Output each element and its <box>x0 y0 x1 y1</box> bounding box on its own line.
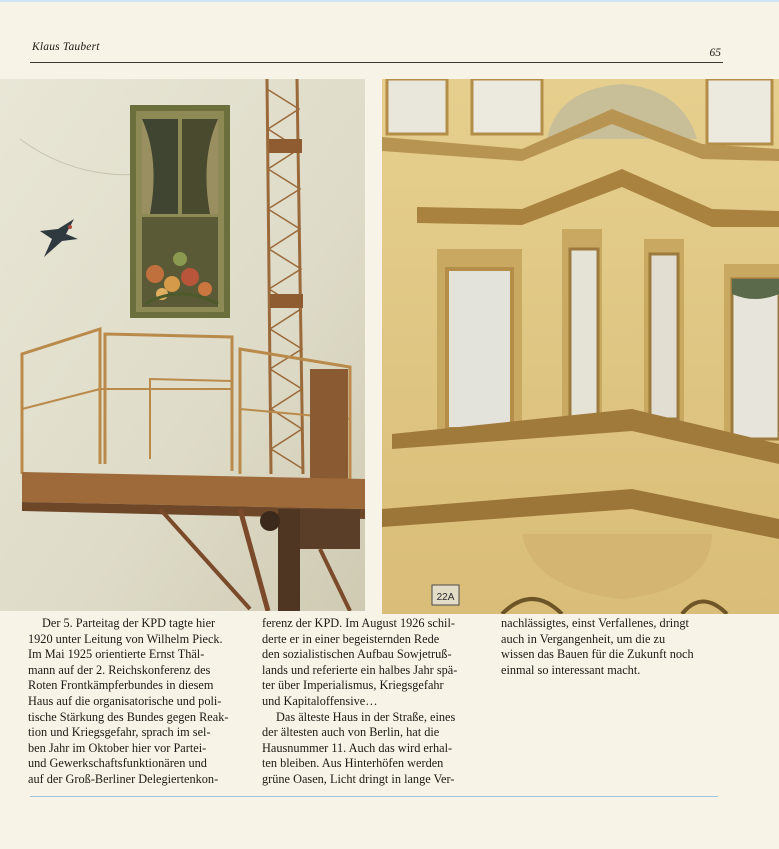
bottom-rule <box>30 796 718 797</box>
text-line: und Kapitaloffensive… <box>262 693 378 708</box>
text-line: mann auf der 2. Reichskonferenz des <box>28 662 211 677</box>
photo-bay-window-facade <box>382 79 779 614</box>
text-line: Der 5. Parteitag der KPD tagte hier <box>42 616 216 630</box>
text-line: Im Mai 1925 orientierte Ernst Thäl- <box>28 647 205 662</box>
text-line: auch in Vergangenheit, um die zu <box>501 631 666 646</box>
photo-wall-with-painted-window <box>0 79 365 611</box>
top-edge-line <box>0 0 779 2</box>
col2-paragraph-2 <box>262 710 484 788</box>
col3-lines <box>501 616 723 678</box>
text-line: auf der Groß-Berliner Delegiertenkon- <box>28 771 219 786</box>
photo-left-illustration <box>0 79 365 611</box>
text-line: derte er in einer begeisternden Rede <box>262 631 440 646</box>
col1-lines <box>28 616 250 788</box>
text-line: tion und Kriegsgefahr, sprach im sel- <box>28 725 211 740</box>
text-line: tische Stärkung des Bundes gegen Reak- <box>28 709 229 724</box>
house-number-sign <box>432 585 459 605</box>
text-line: den sozialistischen Aufbau Sowjetruß- <box>262 647 452 662</box>
text-line: ferenz der KPD. Im August 1926 schil- <box>262 616 455 630</box>
running-header-author: Klaus Taubert <box>32 41 100 53</box>
text-line: einmal so interessant macht. <box>501 662 641 677</box>
text-line: grüne Oasen, Licht dringt in lange Ver- <box>262 771 455 786</box>
text-line: ten bleiben. Aus Hinterhöfen werden <box>262 756 444 771</box>
text-line: ben Jahr im Oktober hier vor Partei- <box>28 740 207 755</box>
text-column-2 <box>262 616 484 788</box>
text-line: der ältesten auch von Berlin, hat die <box>262 725 440 740</box>
text-line: Roten Frontkämpferbundes in diesem <box>28 678 214 693</box>
text-line: 1920 unter Leitung von Wilhelm Pieck. <box>28 631 223 646</box>
col2-paragraph-1 <box>262 616 484 710</box>
text-line: Hausnummer 11. Auch das wird erhal- <box>262 740 453 755</box>
text-line: und Gewerkschaftsfunktionären und <box>28 756 207 771</box>
painted-window <box>130 105 230 318</box>
text-column-1 <box>28 616 250 788</box>
text-line: ter über Imperialismus, Kriegsgefahr <box>262 678 444 693</box>
text-column-3 <box>501 616 723 678</box>
header-rule <box>30 62 723 63</box>
text-line: wissen das Bauen für die Zukunft noch <box>501 647 694 662</box>
text-line: Das älteste Haus in der Straße, eines <box>276 709 456 724</box>
page-number: 65 <box>709 47 721 59</box>
photo-right-illustration <box>382 79 779 614</box>
text-line: Haus auf die organisatorische und poli- <box>28 693 222 708</box>
house-number-text: 22A <box>436 592 455 603</box>
text-line: nachlässigtes, einst Verfallenes, dringt <box>501 616 689 630</box>
text-line: lands und referierte ein halbes Jahr spä- <box>262 662 458 677</box>
